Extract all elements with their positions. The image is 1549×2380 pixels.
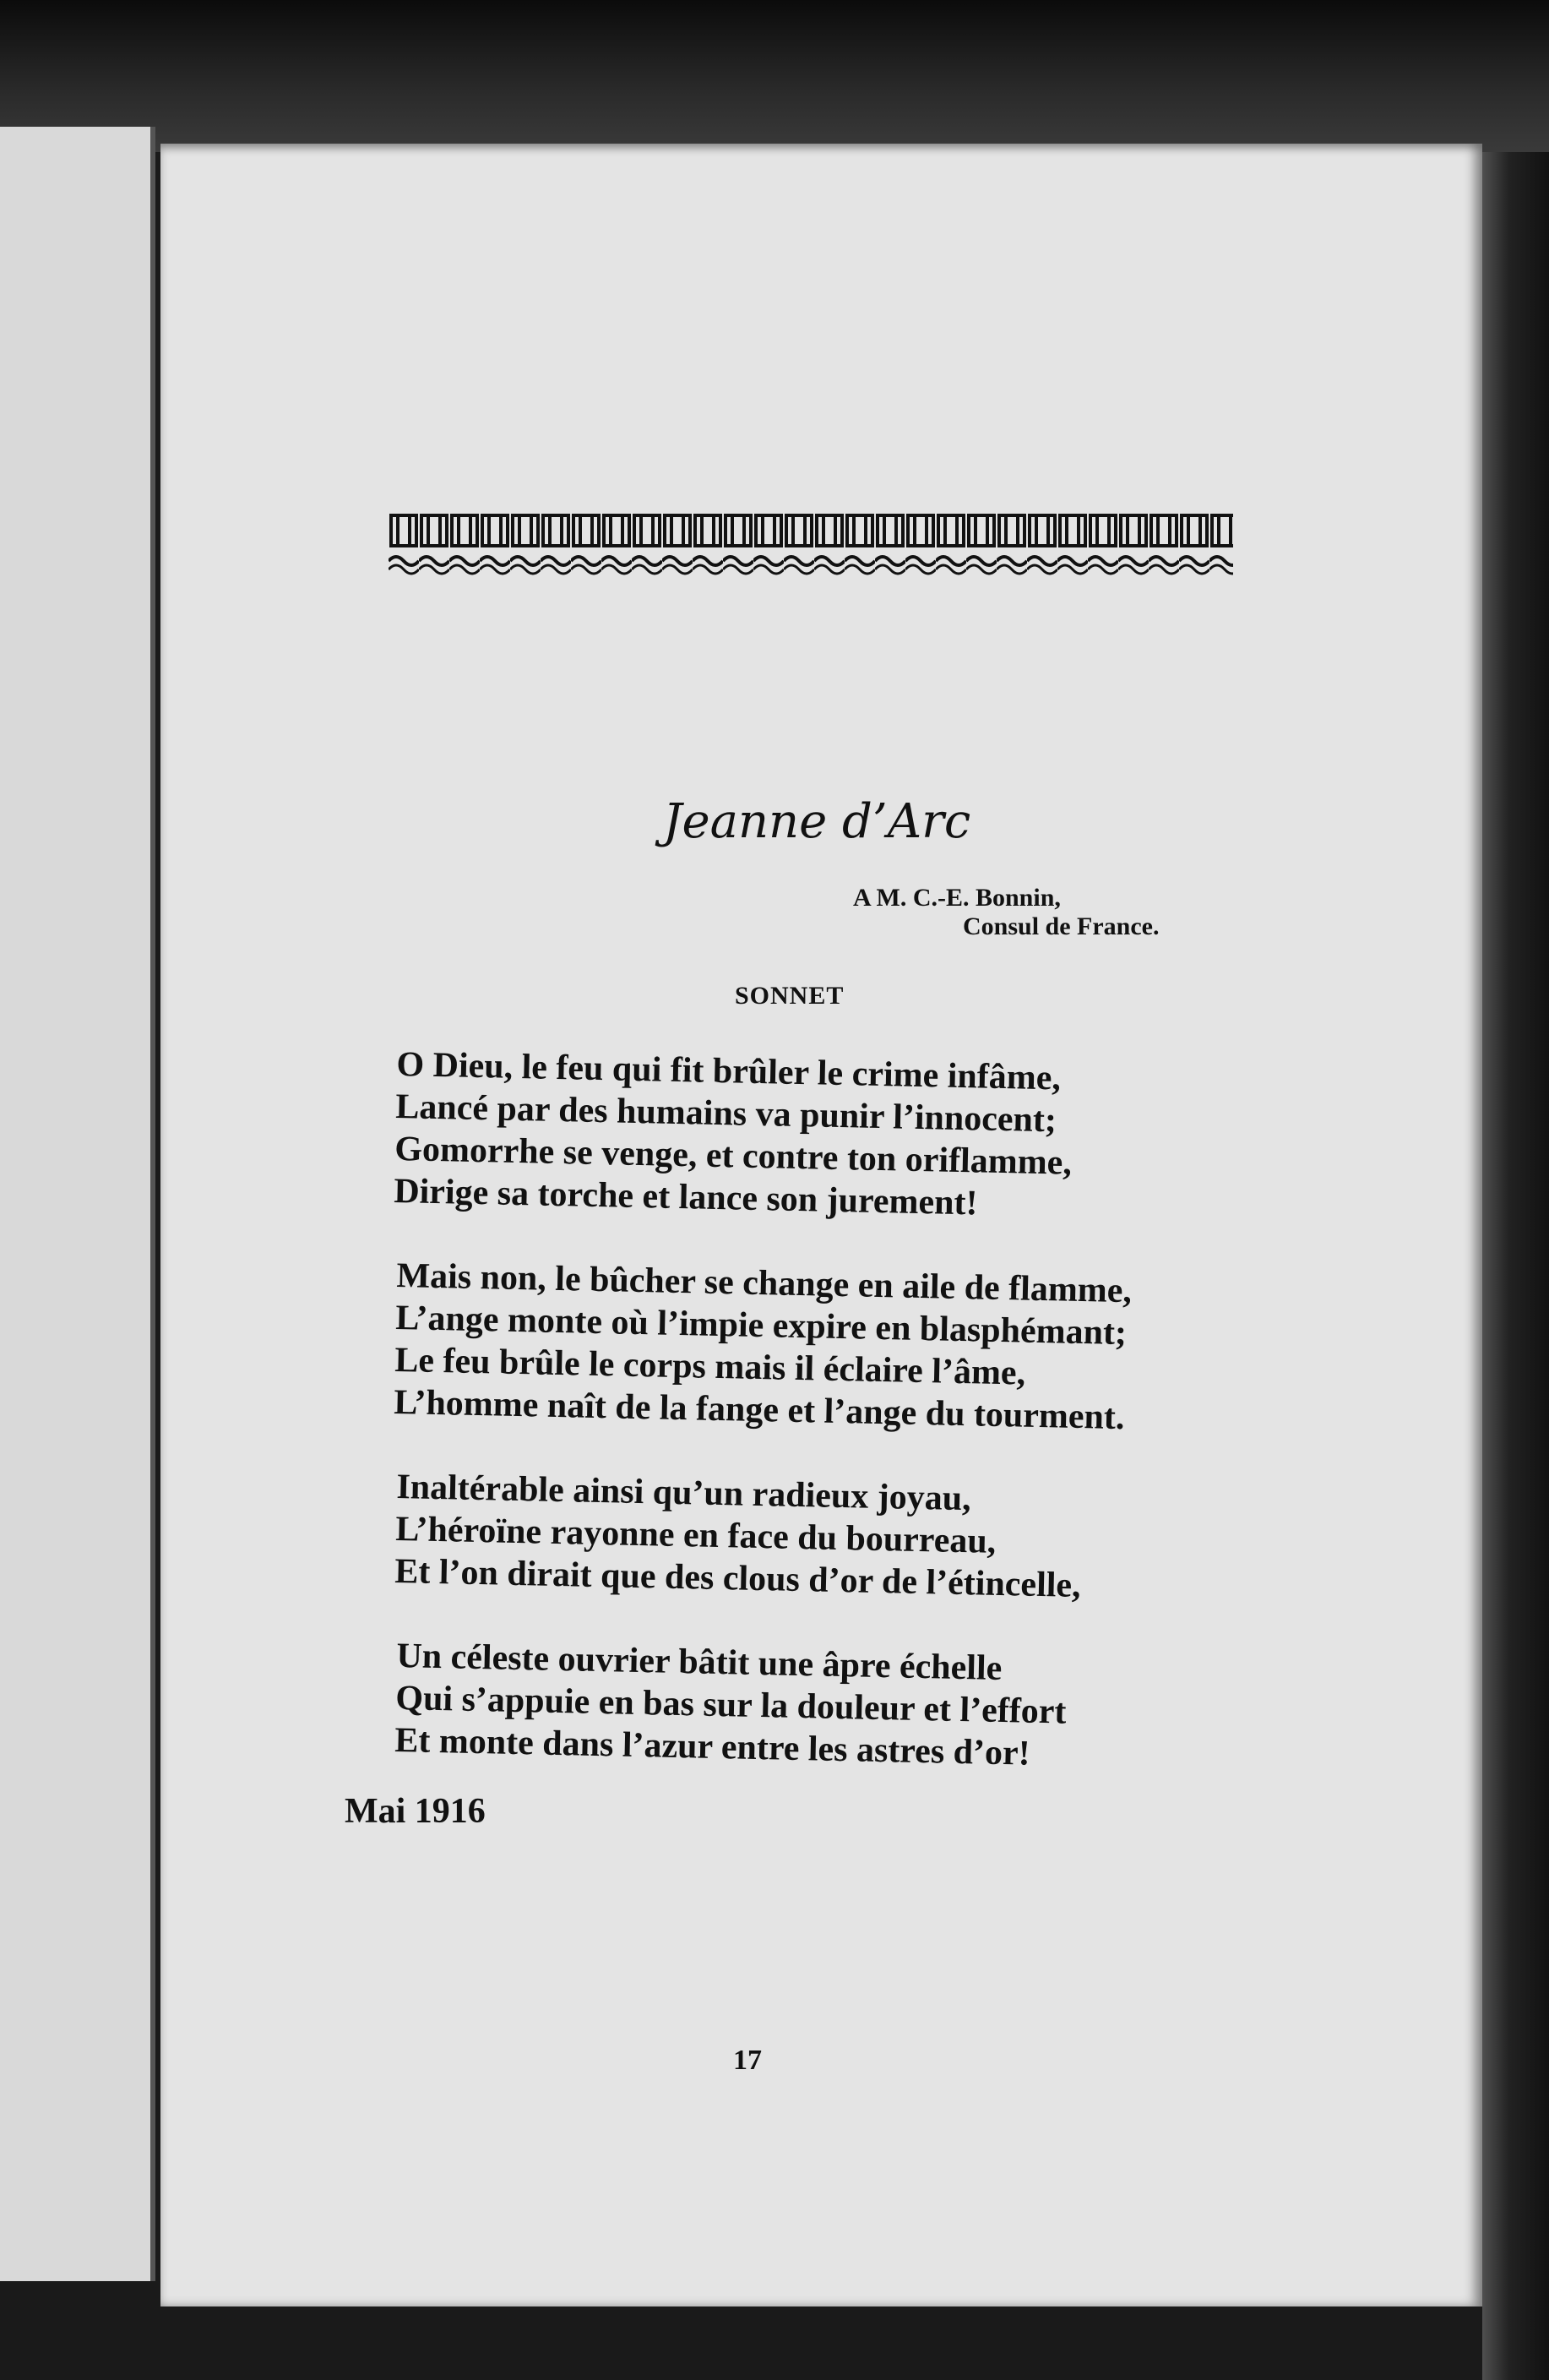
poem-line: Et l’on dirait que des clous d’or de l’étincelle, [394,1551,1082,1605]
scan-top-edge [0,0,1549,152]
poem-line: L’ange monte où l’impie expire en blasphémant; [394,1298,1128,1353]
stanza-1 [394,1043,1242,1230]
poem-line: Qui s’appuie en bas sur la douleur et l’effort [394,1678,1067,1732]
poem-line: Lancé par des humains va punir l’innocent; [394,1087,1057,1141]
poem-line: Un céleste ouvrier bâtit une âpre échelle [395,1636,1003,1689]
page-number: 17 [733,2045,762,2076]
poem-line: Le feu brûle le corps mais il éclaire l’âme, [394,1340,1026,1393]
poem-line: L’homme naît de la fange et l’ange du tourment. [393,1382,1125,1438]
facing-page-edge [0,127,155,2281]
poem-body [393,1043,1242,1804]
dedication [853,884,1208,941]
dedication-line-1: A M. C.-E. Bonnin, [853,884,1061,912]
stanza-2 [394,1255,1242,1441]
poem-line: Dirige sa torche et lance son jurement! [393,1171,978,1223]
decorative-border-ornament [389,509,1233,593]
dedication-line-2: Consul de France. [963,912,1160,940]
poem-date: Mai 1916 [345,1792,486,1831]
stanza-4 [394,1635,1242,1779]
poem-line: Mais non, le bûcher se change en aile de flamme, [395,1255,1133,1311]
poem-line: O Dieu, le feu qui fit brûler le crime infâme, [395,1044,1062,1098]
stanza-3 [394,1466,1242,1610]
poem-line: Gomorrhe se venge, et contre ton oriflamme, [394,1129,1073,1183]
poem-line: L’héroïne rayonne en face du bourreau, [394,1509,997,1561]
poem-form-label: SONNET [735,982,845,1010]
poem-line: Inaltérable ainsi qu’un radieux joyau, [395,1467,972,1519]
poem-title: Jeanne d’Arc [663,794,971,849]
poem-line: Et monte dans l’azur entre les astres d’or! [394,1720,1031,1773]
book-cover-edge [1482,152,1549,2380]
